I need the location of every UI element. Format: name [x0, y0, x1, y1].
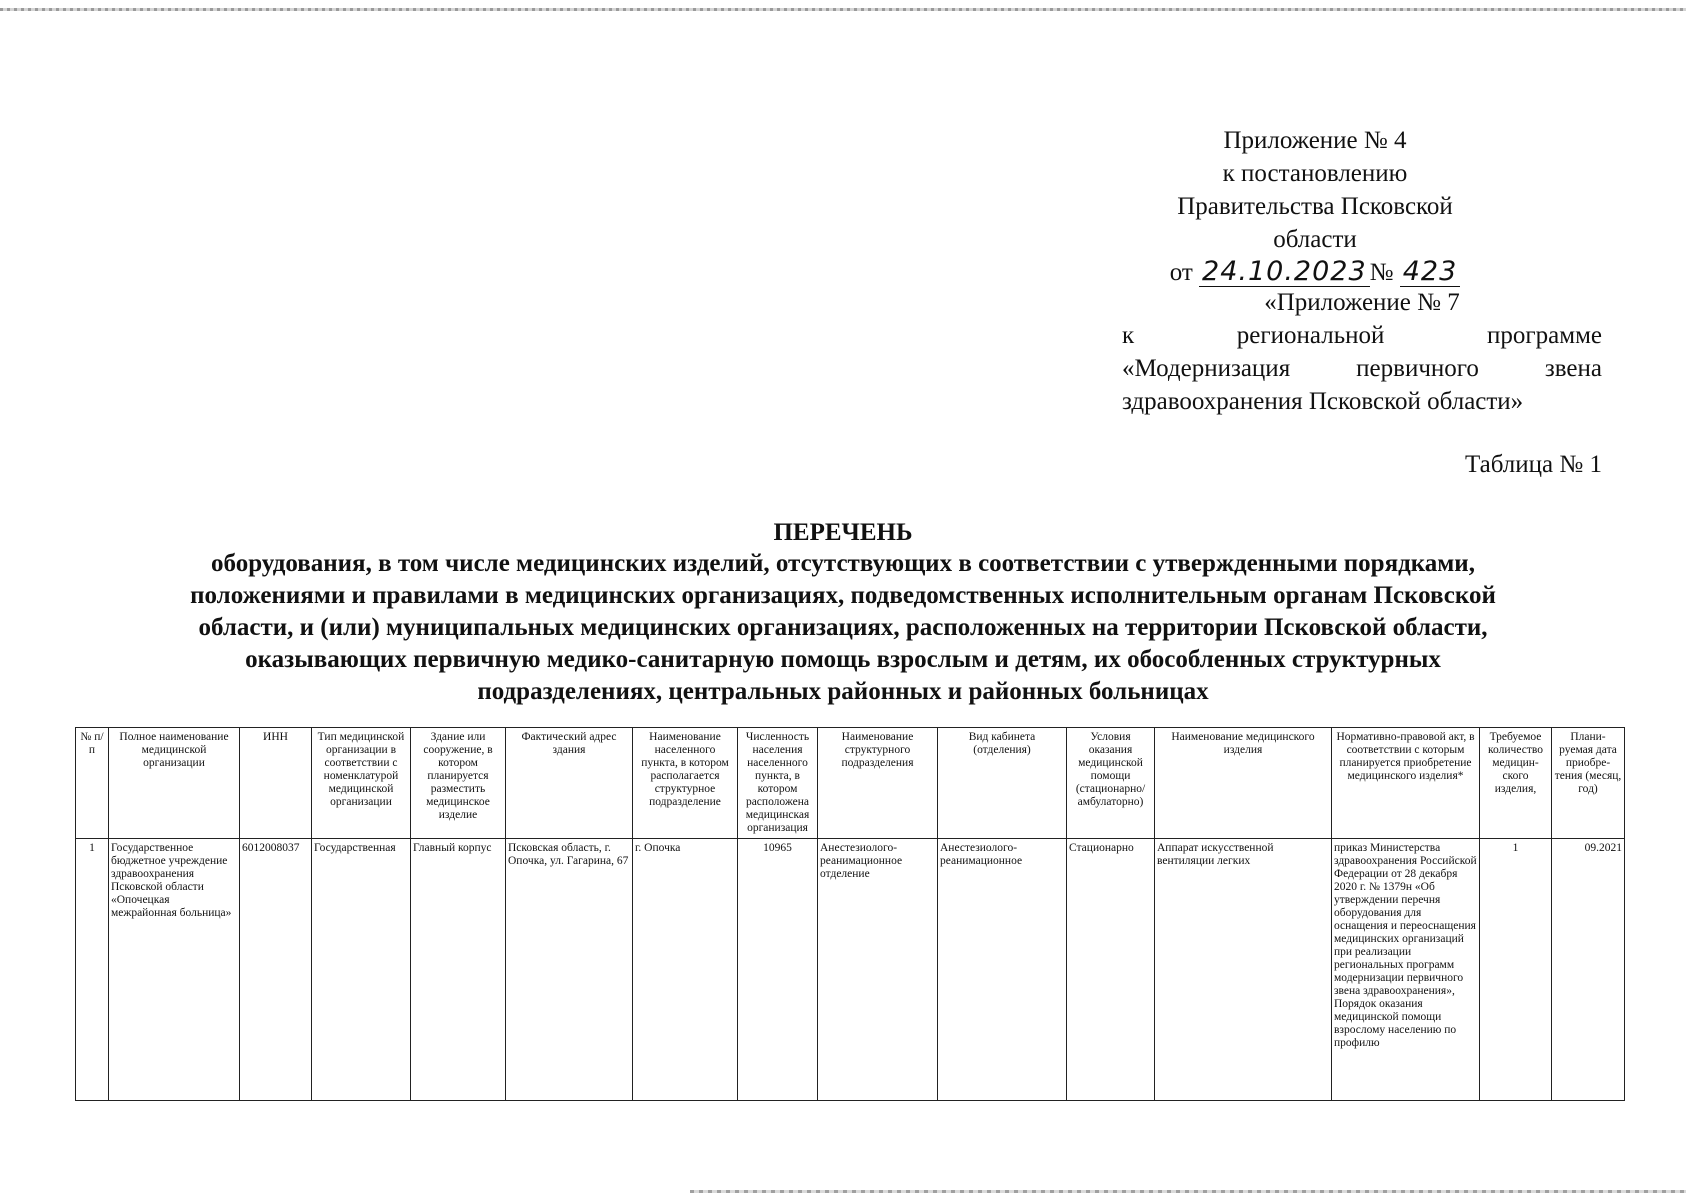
cell-organization: Государственное бюджетное учреждение здравоохранения Псковской области «Опочецкая межрайонная больница» — [109, 839, 240, 1101]
table-header-row — [76, 728, 1625, 839]
column-header: Плани-руемая дата приобре-тения (месяц, год) — [1552, 728, 1625, 839]
cell-locality: г. Опочка — [633, 839, 738, 1101]
appendix7-title: «Приложение № 7 — [1264, 289, 1460, 316]
subtitle-line: положениями и правилами в медицинских организациях, подведомственных исполнительным органам Псковской — [190, 582, 1496, 609]
appendix-line: к постановлению — [1222, 160, 1408, 187]
column-header: ИНН — [240, 728, 312, 839]
appendix-line: Приложение № 4 — [1223, 127, 1407, 154]
subtitle-line: оказывающих первичную медико-санитарную помощь взрослым и детям, их обособленных структурных — [245, 646, 1441, 673]
cell-quantity: 1 — [1480, 839, 1552, 1101]
subtitle-line: подразделениях, центральных районных и районных больницах — [477, 678, 1209, 705]
appendix-line: Правительства Псковской области — [1177, 193, 1453, 253]
decree-number: 423 — [1400, 258, 1461, 287]
column-header: Требуемое количество медицин-ского изделия, — [1480, 728, 1552, 839]
cell-purchase-date: 09.2021 — [1552, 839, 1625, 1101]
column-header: Наименование населенного пункта, в котором располагается структурное подразделение — [633, 728, 738, 839]
subtitle-line: оборудования, в том числе медицинских изделий, отсутствующих в соответствии с утвержденными порядками, — [211, 550, 1475, 577]
appendix-block — [1150, 124, 1480, 289]
cell-subdivision: Анестезиолого-реанимационное отделение — [818, 839, 938, 1101]
subtitle-line: области, и (или) муниципальных медицинских организациях, расположенных на территории Псковской области, — [198, 614, 1488, 641]
decree-prefix: от — [1169, 259, 1193, 286]
cell-org-type: Государственная — [312, 839, 411, 1101]
column-header: Вид кабинета (отделения) — [938, 728, 1067, 839]
document-subtitle — [60, 548, 1626, 708]
cell-row-number: 1 — [76, 839, 109, 1101]
appendix7-line: к региональной программе — [1122, 322, 1602, 349]
cell-address: Псковская область, г. Опочка, ул. Гагарина, 67 — [506, 839, 633, 1101]
appendix7-block — [1122, 286, 1602, 418]
column-header: Численность населения населенного пункта, в котором расположена медицинская организация — [738, 728, 818, 839]
table-number: Таблица № 1 — [1464, 451, 1602, 478]
equipment-table — [75, 727, 1625, 1101]
column-header: Фактический адрес здания — [506, 728, 633, 839]
column-header: Здание или сооружение, в котором планируется разместить медицинское изделие — [411, 728, 506, 839]
scan-edge-bottom — [690, 1190, 1686, 1193]
decree-line — [1150, 256, 1480, 289]
decree-number-label: № — [1369, 259, 1394, 286]
column-header: Наименование структурного подразделения — [818, 728, 938, 839]
cell-inn: 6012008037 — [240, 839, 312, 1101]
cell-building: Главный корпус — [411, 839, 506, 1101]
cell-population: 10965 — [738, 839, 818, 1101]
cell-office-type: Анестезиолого-реанимационное — [938, 839, 1067, 1101]
document-title: ПЕРЕЧЕНЬ — [773, 519, 913, 546]
column-header: Тип медицинской организации в соответствии с номенклатурой медицинской организации — [312, 728, 411, 839]
table-row — [76, 839, 1625, 1101]
decree-date: 24.10.2023 — [1199, 258, 1370, 287]
appendix7-line: здравоохранения Псковской области» — [1122, 388, 1524, 415]
column-header: Нормативно-правовой акт, в соответствии с которым планируется приобретение медицинского изделия* — [1332, 728, 1480, 839]
column-header: Наименование медицинского изделия — [1155, 728, 1332, 839]
cell-device-name: Аппарат искусственной вентиляции легких — [1155, 839, 1332, 1101]
scan-edge-top — [0, 8, 1686, 11]
column-header: Полное наименование медицинской организации — [109, 728, 240, 839]
column-header: Условия оказания медицинской помощи (стационарно/ амбулаторно) — [1067, 728, 1155, 839]
cell-care-conditions: Стационарно — [1067, 839, 1155, 1101]
appendix7-line: «Модернизация первичного звена — [1122, 355, 1602, 382]
column-header: № п/п — [76, 728, 109, 839]
cell-legal-act: приказ Министерства здравоохранения Российской Федерации от 28 декабря 2020 г. № 1379н «Об утверждении перечня оборудования для оснащения и переоснащения медицинских организаций при реализации региональных программ модернизации первичного звена здравоохранения», Порядок оказания медицинской помощи взрослому населению по профилю — [1332, 839, 1480, 1101]
